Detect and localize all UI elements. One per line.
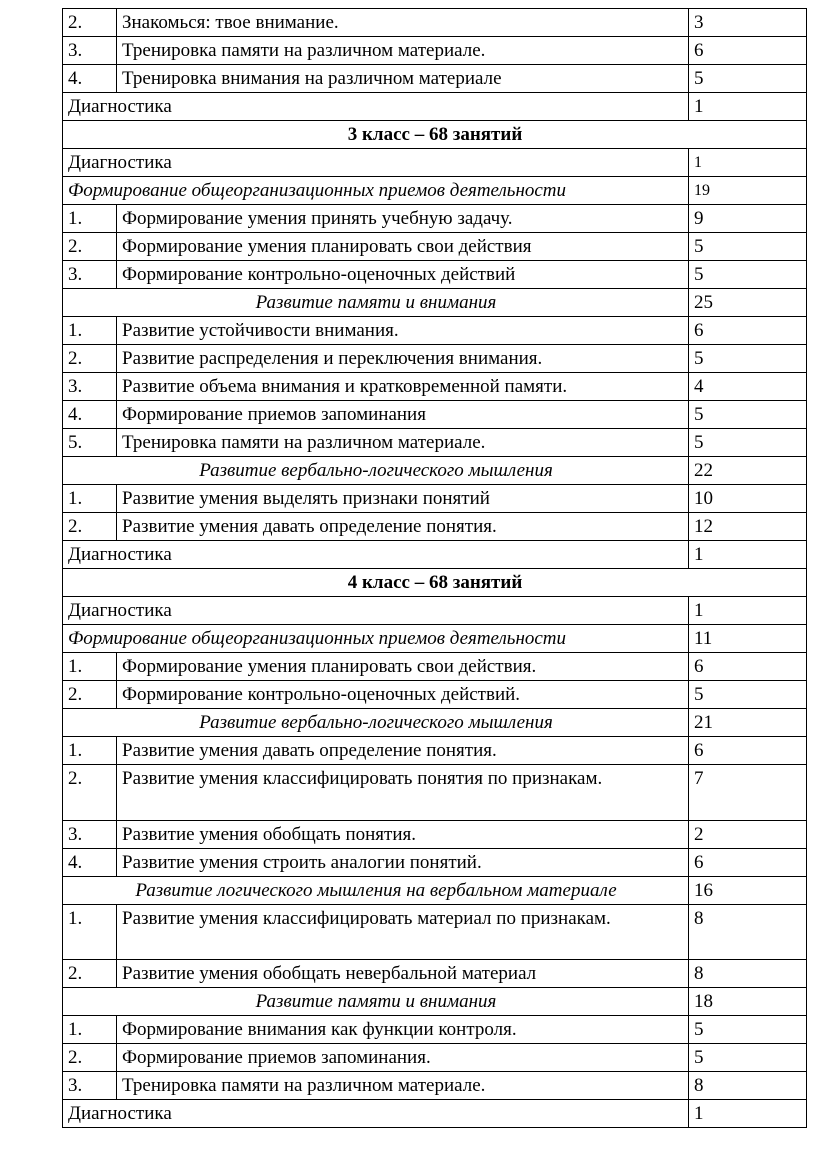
- section-row: [63, 625, 807, 653]
- topic-hours: 8: [689, 960, 807, 988]
- topic-hours: 8: [689, 904, 807, 960]
- topic-title: Формирование умения планировать свои действия: [117, 233, 689, 261]
- topic-hours: 6: [689, 317, 807, 345]
- topic-title: Развитие умения строить аналогии понятий.: [117, 848, 689, 876]
- topic-title: Развитие распределения и переключения внимания.: [117, 345, 689, 373]
- topic-row: [63, 9, 807, 37]
- topic-row: [63, 205, 807, 233]
- section-row: [63, 876, 807, 904]
- topic-title: Развитие объема внимания и кратковременной памяти.: [117, 373, 689, 401]
- topic-hours: 12: [689, 513, 807, 541]
- topic-title: Развитие умения обобщать невербальной материал: [117, 960, 689, 988]
- topic-number: 2.: [63, 513, 117, 541]
- topic-title: Развитие устойчивости внимания.: [117, 317, 689, 345]
- diagnostics-hours: 1: [689, 597, 807, 625]
- diagnostics-row: [63, 597, 807, 625]
- section-title: Формирование общеорганизационных приемов деятельности: [63, 177, 689, 205]
- topic-number: 4.: [63, 401, 117, 429]
- diagnostics-label: Диагностика: [63, 597, 689, 625]
- topic-number: 3.: [63, 261, 117, 289]
- topic-hours: 10: [689, 485, 807, 513]
- topic-row: [63, 960, 807, 988]
- section-title: Развитие логического мышления на вербальном материале: [63, 876, 689, 904]
- topic-row: [63, 737, 807, 765]
- topic-number: 1.: [63, 737, 117, 765]
- topic-number: 3.: [63, 820, 117, 848]
- topic-hours: 2: [689, 820, 807, 848]
- topic-title: Формирование умения планировать свои действия.: [117, 653, 689, 681]
- topic-title: Формирование приемов запоминания: [117, 401, 689, 429]
- topic-title: Развитие умения выделять признаки понятий: [117, 485, 689, 513]
- topic-title: Развитие умения давать определение понятия.: [117, 737, 689, 765]
- topic-row: [63, 345, 807, 373]
- topic-hours: 6: [689, 848, 807, 876]
- topic-hours: 6: [689, 37, 807, 65]
- topic-hours: 5: [689, 681, 807, 709]
- program-table: [62, 8, 807, 1128]
- topic-row: [63, 681, 807, 709]
- topic-number: 1.: [63, 205, 117, 233]
- topic-row: [63, 1072, 807, 1100]
- topic-row: [63, 373, 807, 401]
- topic-row: [63, 261, 807, 289]
- class-header-row: [63, 569, 807, 597]
- topic-row: [63, 1016, 807, 1044]
- topic-row: [63, 765, 807, 821]
- topic-number: 1.: [63, 317, 117, 345]
- section-title: Развитие памяти и внимания: [63, 289, 689, 317]
- topic-title: Формирование контрольно-оценочных действий.: [117, 681, 689, 709]
- topic-number: 2.: [63, 345, 117, 373]
- topic-number: 3.: [63, 373, 117, 401]
- topic-title: Тренировка памяти на различном материале.: [117, 1072, 689, 1100]
- diagnostics-label: Диагностика: [63, 93, 689, 121]
- diagnostics-label: Диагностика: [63, 149, 689, 177]
- topic-title: Формирование внимания как функции контроля.: [117, 1016, 689, 1044]
- section-row: [63, 457, 807, 485]
- section-hours: 25: [689, 289, 807, 317]
- diagnostics-hours: 1: [689, 1100, 807, 1128]
- topic-row: [63, 429, 807, 457]
- topic-hours: 5: [689, 233, 807, 261]
- topic-title: Развитие умения классифицировать материал по признакам.: [117, 904, 689, 960]
- diagnostics-hours: 1: [689, 149, 807, 177]
- diagnostics-hours: 1: [689, 541, 807, 569]
- topic-row: [63, 317, 807, 345]
- topic-hours: 4: [689, 373, 807, 401]
- topic-number: 5.: [63, 429, 117, 457]
- topic-row: [63, 37, 807, 65]
- topic-number: 3.: [63, 1072, 117, 1100]
- topic-hours: 5: [689, 65, 807, 93]
- topic-row: [63, 904, 807, 960]
- topic-number: 1.: [63, 904, 117, 960]
- topic-title: Знакомься: твое внимание.: [117, 9, 689, 37]
- class-header: 3 класс – 68 занятий: [63, 121, 807, 149]
- topic-title: Тренировка памяти на различном материале.: [117, 429, 689, 457]
- topic-row: [63, 820, 807, 848]
- topic-hours: 6: [689, 653, 807, 681]
- topic-number: 2.: [63, 765, 117, 821]
- topic-hours: 5: [689, 401, 807, 429]
- section-title: Формирование общеорганизационных приемов деятельности: [63, 625, 689, 653]
- topic-number: 4.: [63, 65, 117, 93]
- section-hours: 16: [689, 876, 807, 904]
- topic-row: [63, 65, 807, 93]
- topic-number: 2.: [63, 233, 117, 261]
- topic-title: Развитие умения обобщать понятия.: [117, 820, 689, 848]
- topic-hours: 5: [689, 1016, 807, 1044]
- section-title: Развитие вербально-логического мышления: [63, 457, 689, 485]
- section-row: [63, 709, 807, 737]
- program-table-body: [63, 9, 807, 1128]
- topic-row: [63, 1044, 807, 1072]
- section-hours: 19: [689, 177, 807, 205]
- topic-row: [63, 485, 807, 513]
- diagnostics-hours: 1: [689, 93, 807, 121]
- topic-number: 2.: [63, 960, 117, 988]
- topic-number: 1.: [63, 653, 117, 681]
- section-row: [63, 988, 807, 1016]
- topic-hours: 5: [689, 261, 807, 289]
- section-hours: 22: [689, 457, 807, 485]
- diagnostics-label: Диагностика: [63, 541, 689, 569]
- section-hours: 11: [689, 625, 807, 653]
- topic-title: Формирование контрольно-оценочных действий: [117, 261, 689, 289]
- topic-title: Формирование умения принять учебную задачу.: [117, 205, 689, 233]
- topic-number: 2.: [63, 681, 117, 709]
- topic-hours: 5: [689, 429, 807, 457]
- topic-row: [63, 401, 807, 429]
- section-title: Развитие вербально-логического мышления: [63, 709, 689, 737]
- diagnostics-row: [63, 149, 807, 177]
- topic-hours: 9: [689, 205, 807, 233]
- class-header: 4 класс – 68 занятий: [63, 569, 807, 597]
- topic-title: Формирование приемов запоминания.: [117, 1044, 689, 1072]
- diagnostics-row: [63, 1100, 807, 1128]
- section-hours: 18: [689, 988, 807, 1016]
- diagnostics-row: [63, 541, 807, 569]
- topic-row: [63, 848, 807, 876]
- diagnostics-label: Диагностика: [63, 1100, 689, 1128]
- topic-title: Развитие умения классифицировать понятия по признакам.: [117, 765, 689, 821]
- section-row: [63, 289, 807, 317]
- section-row: [63, 177, 807, 205]
- topic-row: [63, 653, 807, 681]
- topic-row: [63, 513, 807, 541]
- topic-number: 3.: [63, 37, 117, 65]
- topic-number: 4.: [63, 848, 117, 876]
- topic-row: [63, 233, 807, 261]
- topic-number: 2.: [63, 9, 117, 37]
- topic-number: 1.: [63, 1016, 117, 1044]
- topic-hours: 5: [689, 345, 807, 373]
- topic-number: 1.: [63, 485, 117, 513]
- class-header-row: [63, 121, 807, 149]
- topic-hours: 3: [689, 9, 807, 37]
- section-title: Развитие памяти и внимания: [63, 988, 689, 1016]
- diagnostics-row: [63, 93, 807, 121]
- topic-title: Тренировка внимания на различном материале: [117, 65, 689, 93]
- topic-hours: 6: [689, 737, 807, 765]
- topic-number: 2.: [63, 1044, 117, 1072]
- topic-title: Тренировка памяти на различном материале.: [117, 37, 689, 65]
- section-hours: 21: [689, 709, 807, 737]
- topic-hours: 8: [689, 1072, 807, 1100]
- topic-hours: 7: [689, 765, 807, 821]
- topic-hours: 5: [689, 1044, 807, 1072]
- topic-title: Развитие умения давать определение понятия.: [117, 513, 689, 541]
